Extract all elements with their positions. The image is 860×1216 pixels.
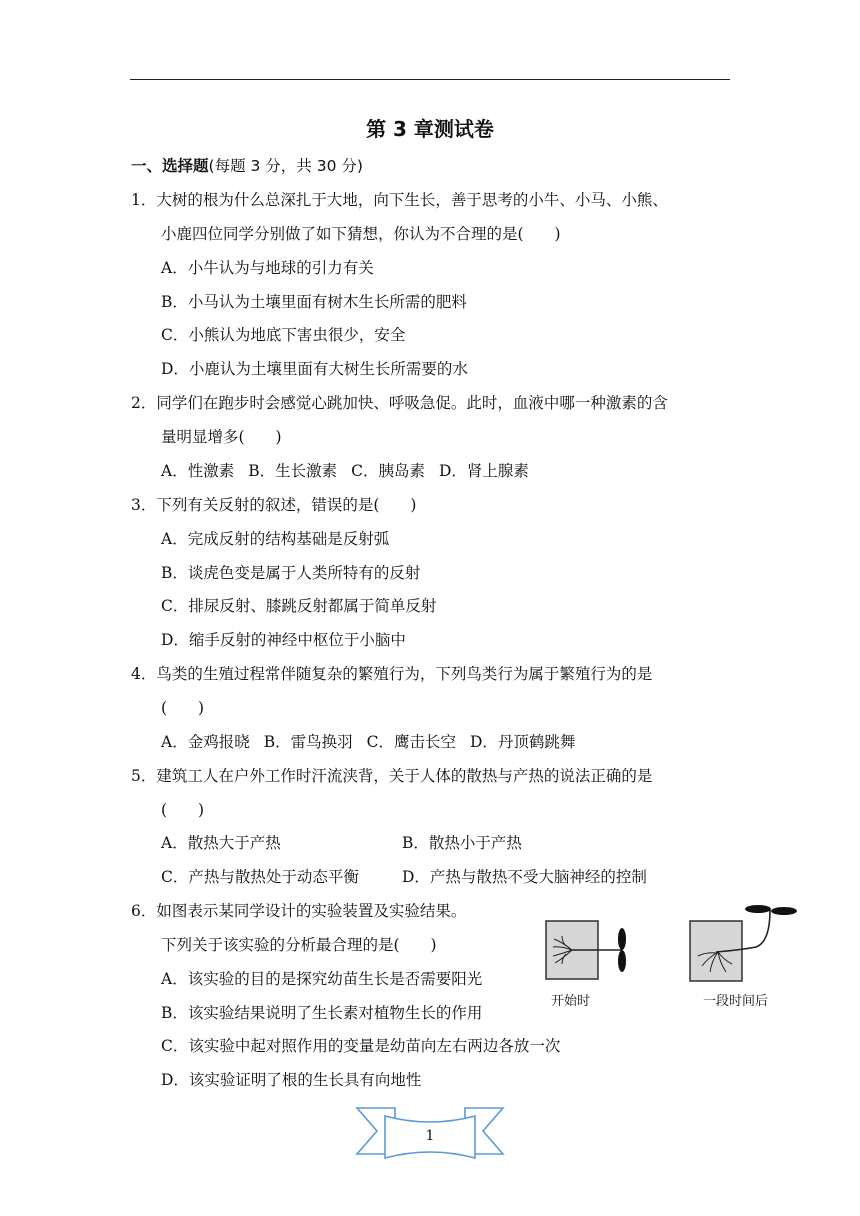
q4-option-b: B．雷鸟换羽	[263, 733, 353, 751]
q2-stem-line1: 2．同学们在跑步时会感觉心跳加快、呼吸急促。此时，血液中哪一种激素的含	[131, 394, 668, 412]
q2-option-d: D．肾上腺素	[438, 462, 529, 480]
seedling-after-figure	[682, 900, 802, 988]
q3-option-d: D．缩手反射的神经中枢位于小脑中	[161, 631, 406, 649]
q1-option-a: A．小牛认为与地球的引力有关	[161, 259, 374, 277]
q1-stem-line2: 小鹿四位同学分别做了如下猜想，你认为不合理的是( )	[161, 225, 561, 243]
fig-caption-start: 开始时	[551, 994, 591, 1009]
q1-option-d: D．小鹿认为土壤里面有大树生长所需要的水	[161, 360, 468, 378]
q2-option-a: A．性激素	[161, 462, 235, 480]
q4-stem-line2: ( )	[161, 699, 205, 717]
page-number: 1	[425, 1128, 435, 1144]
q5-option-d: D．产热与散热不受大脑神经的控制	[402, 868, 647, 886]
q6-option-c: C．该实验中起对照作用的变量是幼苗向左右两边各放一次	[161, 1037, 561, 1055]
q2-stem-line2: 量明显增多( )	[161, 428, 282, 446]
q2-options	[161, 460, 543, 482]
q1-option-b: B．小马认为土壤里面有树木生长所需的肥料	[161, 293, 467, 311]
section-note: (每题 3 分，共 30 分)	[208, 157, 363, 175]
q3-option-b: B．谈虎色变是属于人类所特有的反射	[161, 564, 421, 582]
q4-option-c: C．鹰击长空	[366, 733, 456, 751]
q4-option-a: A．金鸡报晓	[161, 733, 250, 751]
q6-option-d: D．该实验证明了根的生长具有向地性	[161, 1071, 422, 1089]
section-heading	[131, 155, 363, 177]
seedling-start-figure	[540, 915, 635, 985]
q6-option-b: B．该实验结果说明了生长素对植物生长的作用	[161, 1004, 483, 1022]
q5-option-c: C．产热与散热处于动态平衡	[161, 868, 359, 886]
section-label: 一、选择题	[131, 157, 209, 175]
q4-option-d: D．丹顶鹤跳舞	[469, 733, 576, 751]
fig-caption-after: 一段时间后	[703, 994, 769, 1009]
q6-stem-line2: 下列关于该实验的分析最合理的是( )	[161, 936, 437, 954]
q2-option-c: C．胰岛素	[351, 462, 425, 480]
q5-option-b: B．散热小于产热	[402, 834, 522, 852]
q1-stem-line1: 1．大树的根为什么总深扎于大地，向下生长，善于思考的小牛、小马、小熊、	[131, 191, 668, 209]
q6-stem-line1: 6．如图表示某同学设计的实验装置及实验结果。	[131, 902, 467, 920]
q4-stem-line1: 4．鸟类的生殖过程常伴随复杂的繁殖行为，下列鸟类行为属于繁殖行为的是	[131, 665, 653, 683]
header-rule	[130, 79, 730, 80]
q3-option-a: A．完成反射的结构基础是反射弧	[161, 530, 390, 548]
page-title: 第 3 章测试卷	[366, 117, 494, 141]
q4-options	[161, 731, 589, 753]
q3-option-c: C．排尿反射、膝跳反射都属于简单反射	[161, 597, 437, 615]
q1-option-c: C．小熊认为地底下害虫很少，安全	[161, 326, 406, 344]
q3-stem: 3．下列有关反射的叙述，错误的是( )	[131, 496, 417, 514]
q6-option-a: A．该实验的目的是探究幼苗生长是否需要阳光	[161, 970, 483, 988]
q2-option-b: B．生长激素	[248, 462, 338, 480]
q5-stem-line2: ( )	[161, 801, 205, 819]
q5-option-a: A．散热大于产热	[161, 834, 281, 852]
q5-stem-line1: 5．建筑工人在户外工作时汗流浃背，关于人体的散热与产热的说法正确的是	[131, 767, 653, 785]
